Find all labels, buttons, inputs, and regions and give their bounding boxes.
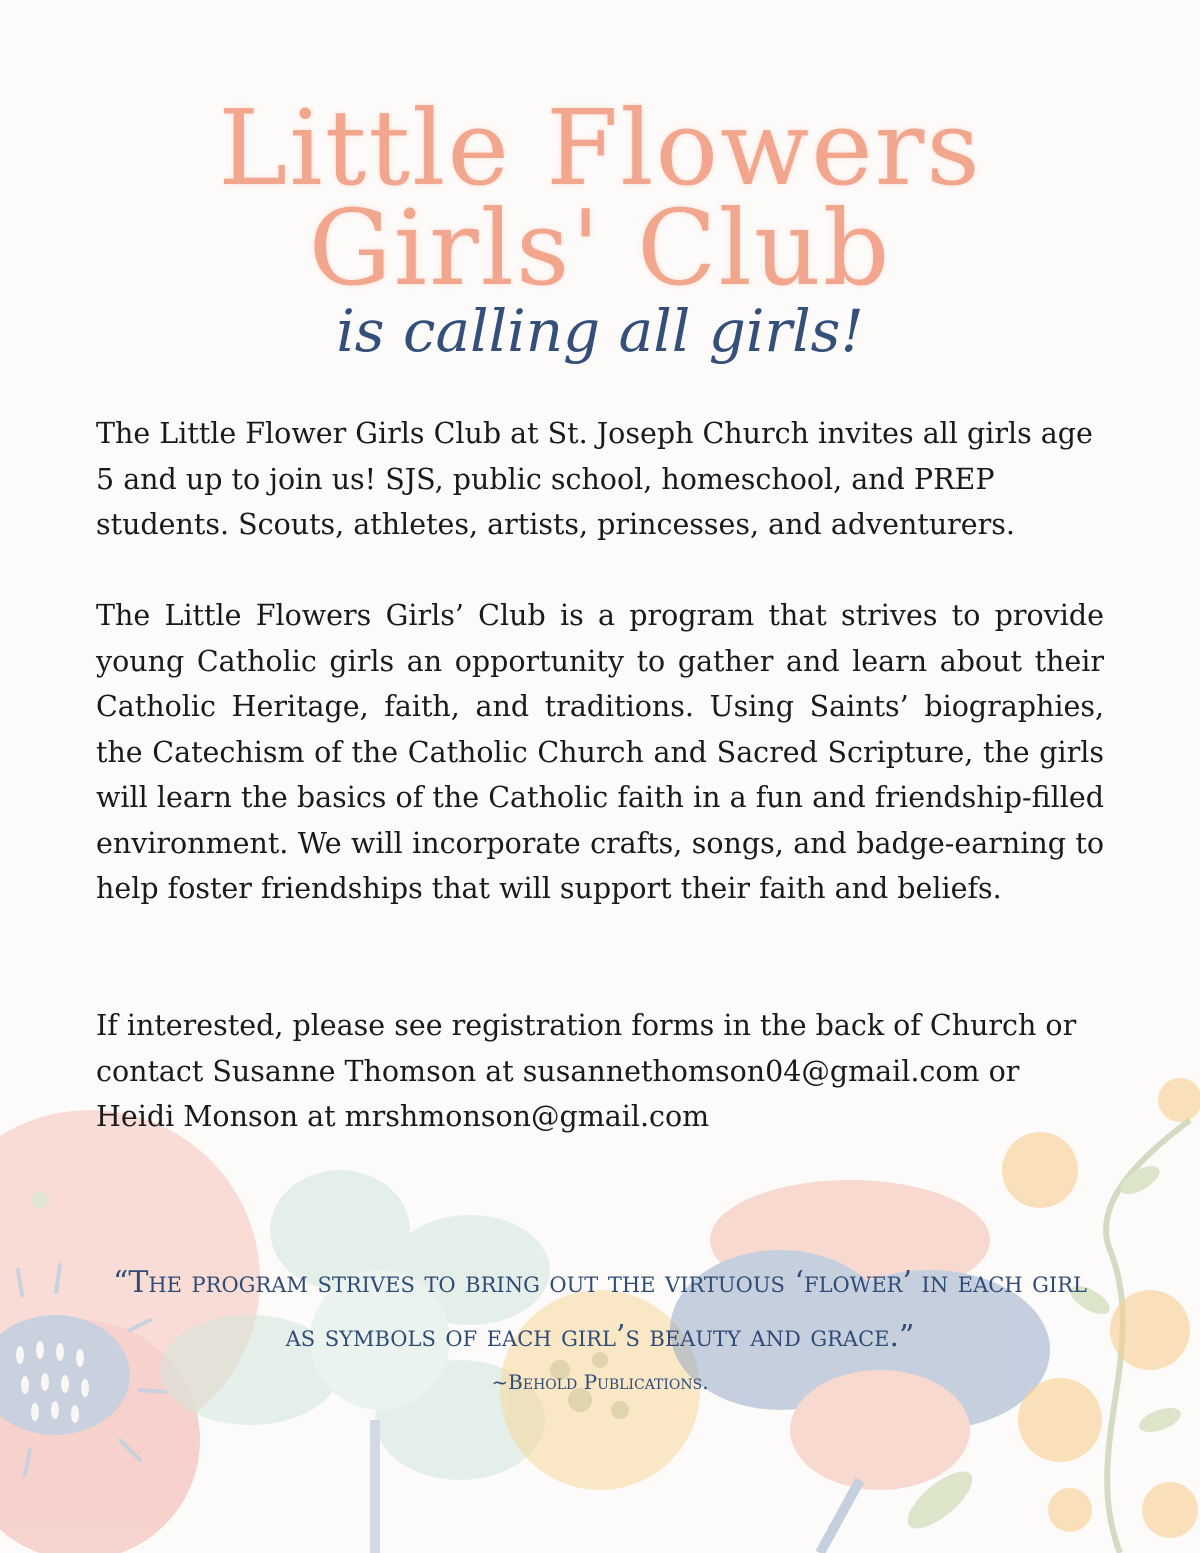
blue-flower-icon bbox=[670, 1180, 1050, 1553]
title-line-2: Girls' Club bbox=[308, 187, 892, 309]
quote-attribution: ~Behold Publications. bbox=[491, 1370, 709, 1394]
subtitle: is calling all girls! bbox=[336, 297, 864, 365]
intro-paragraph: The Little Flower Girls Club at St. Joseph Church invites all girls age 5 and up to join us! SJS, public school, homeschool, and PREP students. Scouts, athletes, artists, princesses, and adventurers. bbox=[96, 417, 1093, 541]
contact-paragraph: If interested, please see registration forms in the back of Church or contact Susanne Thomson at susannethomson04@gmail.com or Heidi Monson at mrshmonson@gmail.com bbox=[96, 1009, 1077, 1133]
title-line-1: Little Flowers bbox=[218, 87, 982, 209]
quote-line-2: as symbols of each girl’s beauty and grace.” bbox=[285, 1319, 915, 1354]
quote-line-1: “The program strives to bring out the virtuous ‘flower’ in each girl bbox=[113, 1265, 1087, 1300]
program-description-paragraph: The Little Flowers Girls’ Club is a program that strives to provide young Catholic girls an opportunity to gather and learn about their Catholic Heritage, faith, and traditions. Using Saints’ biographies, the Catechism of the Catholic Church and Sacred Scripture, the girls will learn the basics of the Catholic faith in a fun and friendship-filled environment. We will incorporate crafts, songs, and badge-earning to help foster friendships that will support their faith and beliefs. bbox=[96, 599, 1104, 905]
